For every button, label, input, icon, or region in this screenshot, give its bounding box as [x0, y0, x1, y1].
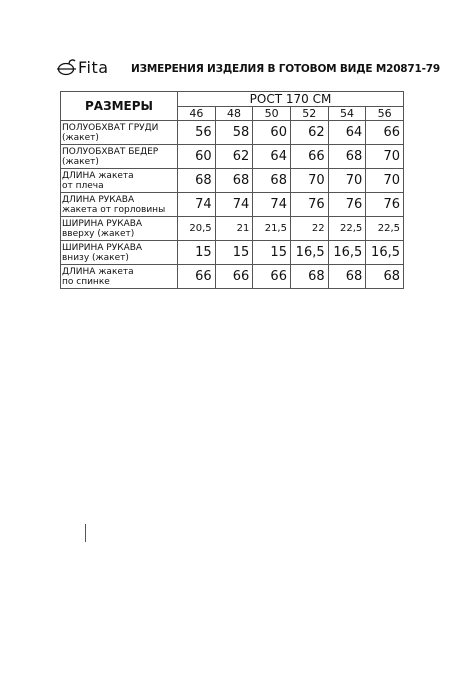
value-cell: 66 — [366, 121, 404, 145]
row-label — [61, 241, 178, 265]
value-cell: 20,5 — [178, 217, 216, 241]
measurements-table — [60, 91, 404, 289]
size-cell: 50 — [253, 107, 291, 121]
value-cell: 60 — [253, 121, 291, 145]
value-cell: 76 — [290, 193, 328, 217]
row-label-line-2: (жакет) — [62, 132, 99, 143]
value-cell: 68 — [290, 265, 328, 289]
row-label — [61, 193, 178, 217]
table-row — [61, 121, 404, 145]
value-cell: 76 — [328, 193, 366, 217]
row-label — [61, 169, 178, 193]
value-cell: 70 — [328, 169, 366, 193]
table-row — [61, 241, 404, 265]
row-label-line-1: ШИРИНА РУКАВА — [62, 242, 143, 253]
value-cell: 22,5 — [366, 217, 404, 241]
row-label — [61, 265, 178, 289]
row-label-line-1: ПОЛУОБХВАТ ГРУДИ — [62, 122, 159, 133]
measurement-rows — [61, 121, 404, 289]
table-row — [61, 193, 404, 217]
table-row — [61, 265, 404, 289]
value-cell: 66 — [215, 265, 253, 289]
value-cell: 68 — [178, 169, 216, 193]
value-cell: 66 — [178, 265, 216, 289]
size-cell: 54 — [328, 107, 366, 121]
row-label-line-1: ДЛИНА жакета — [62, 266, 134, 277]
value-cell: 68 — [366, 265, 404, 289]
value-cell: 16,5 — [290, 241, 328, 265]
row-label — [61, 217, 178, 241]
value-cell: 70 — [290, 169, 328, 193]
value-cell: 70 — [366, 145, 404, 169]
size-cell: 52 — [290, 107, 328, 121]
value-cell: 60 — [178, 145, 216, 169]
value-cell: 62 — [215, 145, 253, 169]
value-cell: 68 — [328, 145, 366, 169]
value-cell: 16,5 — [366, 241, 404, 265]
row-label — [61, 121, 178, 145]
row-label-line-2: внизу (жакет) — [62, 252, 129, 263]
size-cell: 48 — [215, 107, 253, 121]
row-label-line-2: по спинке — [62, 276, 110, 287]
value-cell: 68 — [253, 169, 291, 193]
value-cell: 15 — [253, 241, 291, 265]
row-label-line-1: ДЛИНА жакета — [62, 170, 134, 181]
value-cell: 21 — [215, 217, 253, 241]
size-cell: 46 — [178, 107, 216, 121]
row-label-line-2: (жакет) — [62, 156, 99, 167]
row-label-line-1: ДЛИНА РУКАВА — [62, 194, 135, 205]
value-cell: 74 — [253, 193, 291, 217]
row-label-line-2: от плеча — [62, 180, 104, 191]
value-cell: 68 — [328, 265, 366, 289]
value-cell: 68 — [215, 169, 253, 193]
value-cell: 21,5 — [253, 217, 291, 241]
value-cell: 66 — [253, 265, 291, 289]
sizes-header: РАЗМЕРЫ — [61, 92, 178, 121]
table-row — [61, 217, 404, 241]
brand-logo — [57, 58, 121, 78]
row-label-line-2: вверху (жакет) — [62, 228, 135, 239]
row-label-line-1: ПОЛУОБХВАТ БЕДЕР — [62, 146, 159, 157]
text-cursor — [85, 524, 86, 542]
value-cell: 16,5 — [328, 241, 366, 265]
value-cell: 74 — [178, 193, 216, 217]
value-cell: 58 — [215, 121, 253, 145]
value-cell: 70 — [366, 169, 404, 193]
row-label-line-2: жакета от горловины — [62, 204, 166, 215]
size-cell: 56 — [366, 107, 404, 121]
value-cell: 15 — [178, 241, 216, 265]
document-header — [57, 58, 440, 78]
value-cell: 66 — [290, 145, 328, 169]
value-cell: 22 — [290, 217, 328, 241]
value-cell: 22,5 — [328, 217, 366, 241]
value-cell: 64 — [328, 121, 366, 145]
table-row — [61, 145, 404, 169]
document-title: ИЗМЕРЕНИЯ ИЗДЕЛИЯ В ГОТОВОМ ВИДЕ М20871-79 — [131, 63, 440, 75]
row-label — [61, 145, 178, 169]
height-header: РОСТ 170 СМ — [178, 92, 404, 107]
value-cell: 62 — [290, 121, 328, 145]
row-label-line-1: ШИРИНА РУКАВА — [62, 218, 143, 229]
value-cell: 64 — [253, 145, 291, 169]
logo-mark-icon — [57, 59, 77, 76]
table-header-row — [61, 92, 404, 107]
value-cell: 74 — [215, 193, 253, 217]
value-cell: 15 — [215, 241, 253, 265]
value-cell: 56 — [178, 121, 216, 145]
logo-text: Fita — [78, 58, 109, 77]
table-row — [61, 169, 404, 193]
value-cell: 76 — [366, 193, 404, 217]
